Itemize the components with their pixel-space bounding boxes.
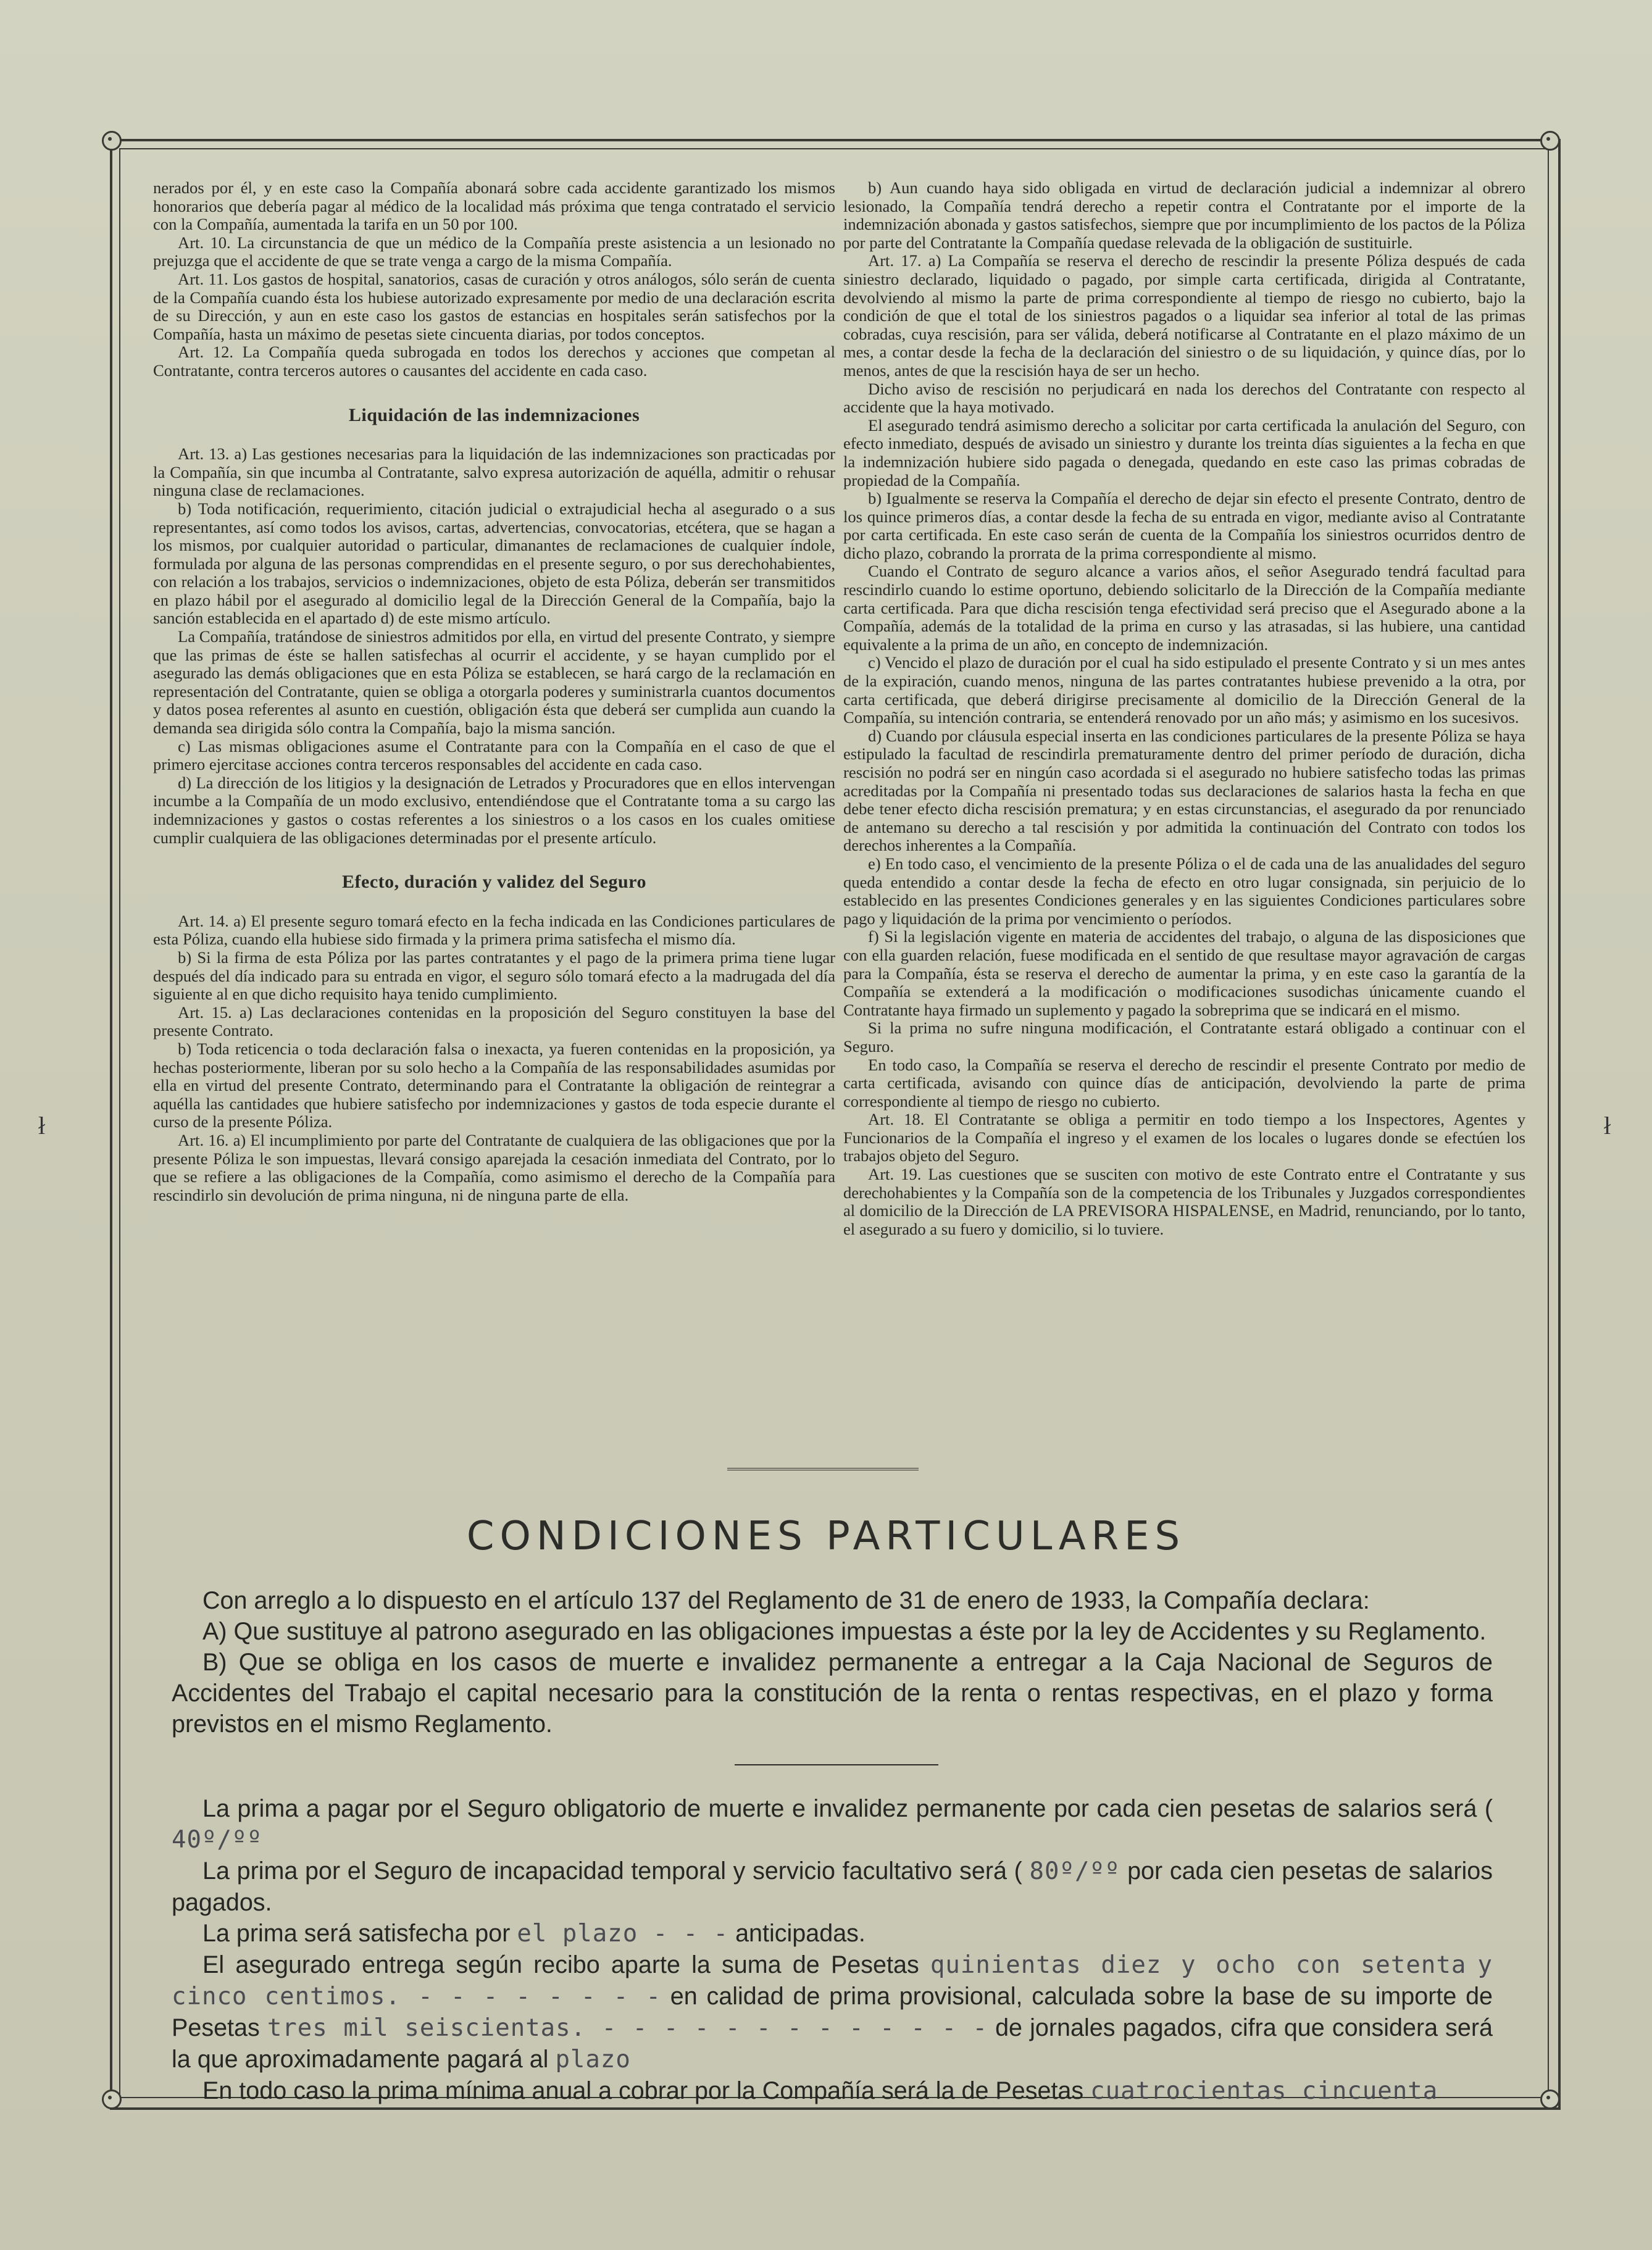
clause-b: B) Que se obliga en los casos de muerte e invalidez permanente a entregar a la Caja Nacional de Seguros de Accidentes del Trabajo el capital necesario para la constitución de la renta o rentas respectivas, en el plazo y forma previstos en el mismo Reglamento. bbox=[172, 1649, 1493, 1738]
premium-line-deposit bbox=[172, 1949, 1493, 2075]
article-12: Art. 12. La Compañía queda subrogada en todos los derechos y acciones que competan al Contratante, contra terceros autores o causantes del accidente en cada caso. bbox=[153, 343, 835, 380]
form-label: La prima a pagar por el Seguro obligatorio de muerte e invalidez permanente por cada cien pesetas de salarios será ( bbox=[202, 1795, 1493, 1822]
paragraph: Cuando el Contrato de seguro alcance a varios años, el señor Asegurado tendrá facultad para rescindirlo cuando lo estime oportuno, debiendo solicitarlo de la Dirección de la Compañía mediante carta certificada. Para que dicha rescisión tenga efectividad será preciso que el Asegurado abone a la Compañía, además de la totalidad de la prima en curso y las atrasadas, si las hubiere, una cantidad equivalente a la prima de un año, en concepto de indemnización. bbox=[843, 562, 1525, 654]
paragraph: d) La dirección de los litigios y la designación de Letrados y Procuradores que en ellos intervengan incumbe a la Compañía de un modo exclusivo, entendiéndose que el Contratante toma a su cargo las indemnizaciones y gastos o costas referentes a los siniestros o a los casos en los cuales omitiese cumplir cualquiera de las obligaciones determinadas por el presente artículo. bbox=[153, 773, 835, 847]
article-10: Art. 10. La circunstancia de que un médico de la Compañía preste asistencia a un lesionado no prejuzga que el accidente de que se trate venga a cargo de la misma Compañía. bbox=[153, 233, 835, 270]
section-heading-efecto: Efecto, duración y validez del Seguro bbox=[342, 872, 646, 893]
section-divider bbox=[735, 1764, 938, 1765]
typed-value-period: plazo bbox=[555, 2046, 631, 2073]
premium-line-incapacity bbox=[172, 1856, 1493, 1918]
typed-value-rate: 40º/ºº bbox=[172, 1826, 262, 1854]
right-text-column bbox=[843, 179, 1525, 1238]
typed-value-rate: 80º/ºº bbox=[1029, 1857, 1120, 1885]
fold-mark-icon: ł bbox=[38, 1112, 46, 1140]
paragraph: c) Vencido el plazo de duración por el cual ha sido estipulado el presente Contrato y si un mes antes de la expiración, cuando menos, ninguna de las partes contratantes hubiese prevenido a la otra, por carta certificada, que deberá dirigirse precisamente al domicilio de la Dirección General de la Compañía, su intención contraria, se entenderá renovado por un año más; y asimismo en los sucesivos. bbox=[843, 653, 1525, 727]
article-17: Art. 17. a) La Compañía se reserva el derecho de rescindir la presente Póliza después de cada siniestro declarado, liquidado o pagado, por simple carta certificada, dirigida al Contratante, devolviendo al mismo la parte de prima correspondiente al tiempo de riesgo no cubierto, bajo la condición de que el total de los siniestros pagados o a liquidar sea inferior al total de las primas cobradas, cuya rescisión, para ser válida, deberá notificarse al Contratante en el plazo máximo de un mes, a contar desde la fecha de la declaración del siniestro o de su liquidación, y quince días, por lo menos, antes de que la rescisión haya de ser un hecho. bbox=[843, 251, 1525, 380]
section-divider bbox=[727, 1468, 919, 1470]
article-14: Art. 14. a) El presente seguro tomará efecto en la fecha indicada en las Condiciones particulares de esta Póliza, cuando ella hubiese sido firmada y la primera prima satisfecha el mismo día. bbox=[153, 911, 835, 949]
paragraph: b) Toda notificación, requerimiento, citación judicial o extrajudicial hecha al asegurado o a sus representantes, así como todos los avisos, cartas, advertencias, convocatorias, etcétera, que se hagan a los mismos, por cualquier autoridad o particular, dimanantes de reclamaciones de cualquier índole, formulada por alguna de las personas comprendidas en el presente seguro, o por sus derechohabientes, con relación a los trabajos, servicios o indemnizaciones, objeto de esta Póliza, deberán ser transmitidos en plazo hábil por el asegurado al domicilio legal de la Dirección General de la Compañía, bajo la sanción establecida en el apartado d) de este mismo artículo. bbox=[153, 499, 835, 628]
form-label: En todo caso la prima mínima anual a cobrar por la Compañía será la de Pesetas bbox=[202, 2077, 1084, 2104]
form-label: por cada cien pesetas de salarios pagados. bbox=[172, 1857, 1493, 1916]
premium-form bbox=[172, 1793, 1493, 2107]
typed-value-period: el plazo - - - bbox=[517, 1920, 729, 1948]
corner-ornament-icon bbox=[102, 131, 122, 151]
typed-value-minimum: cuatrocientas cincuenta bbox=[1090, 2077, 1438, 2105]
paragraph: b) Si la firma de esta Póliza por las partes contratantes y el pago de la primera prima tiene lugar después del día indicado para su entrada en vigor, el seguro sólo tomará efecto a la madrugada del día siguiente al en que dicho requisito haya tenido cumplimiento. bbox=[153, 948, 835, 1004]
paragraph: c) Las mismas obligaciones asume el Contratante para con la Compañía en el caso de que el primero ejercitase acciones contra terceros responsables del accidente en cada caso. bbox=[153, 736, 835, 774]
corner-ornament-icon bbox=[1540, 131, 1560, 151]
typed-value-wages: tres mil seiscientas. - - - - - - - - - - - - - bbox=[267, 2014, 988, 2042]
article-16: Art. 16. a) El incumplimiento por parte del Contratante de cualquiera de las obligaciones que por la presente Póliza le son impuestas, llevará consigo aparejada la cesación inmediata del Contrato, por lo que se refiere a las obligaciones de la Compañía, como asimismo el derecho de la Compañía para rescindirlo sin devolución de prima ninguna, ni de ninguna parte de ella. bbox=[153, 1130, 835, 1204]
article-11: Art. 11. Los gastos de hospital, sanatorios, casas de curación y otros análogos, sólo serán de cuenta de la Compañía cuando ésta los hubiese autorizado expresamente por medio de una declaración escrita de su Dirección, y aun en este caso los gastos de estancias en hospitales serán satisfechos por la Compañía, hasta un máximo de pesetas siete cincuenta diarias, por todos conceptos. bbox=[153, 269, 835, 343]
intro-text: Con arreglo a lo dispuesto en el artículo 137 del Reglamento de 31 de enero de 1933, la Compañía declara: bbox=[202, 1587, 1370, 1614]
clause-a: A) Que sustituye al patrono asegurado en las obligaciones impuestas a éste por la ley de Accidentes y su Reglamento. bbox=[202, 1618, 1487, 1645]
paragraph: d) Cuando por cláusula especial inserta en las condiciones particulares de la presente Póliza se haya estipulado la facultad de rescindirla prematuramente dentro del primer período de duración, dicha rescisión no podrá ser en ningún caso acordada si el asegurado no hubiere satisfecho todas las primas acreditadas por la Compañía ni presentado todas sus declaraciones de salarios hasta la fecha en que debe tener efecto dicha rescisión prematura; y en estas circunstancias, el asegurado da por renunciado de antemano su derecho a tal rescisión y por admitida la continuación del Contrato con todos los derechos inherentes a la Compañía. bbox=[843, 726, 1525, 855]
form-label: El asegurado entrega según recibo aparte la suma de Pesetas bbox=[202, 1951, 919, 1978]
paragraph: e) En todo caso, el vencimiento de la presente Póliza o el de cada una de las anualidades del seguro queda entendido a contar desde la fecha de efecto en otro lugar consignada, sin perjuicio de lo establecido en las presentes Condiciones generales y en las siguientes Condiciones particulares sobre pago y liquidación de la prima por vencimiento o períodos. bbox=[843, 854, 1525, 928]
typed-value-amount: quinientas diez y ocho con setenta bbox=[930, 1951, 1467, 1979]
fold-mark-icon: ł bbox=[1604, 1112, 1611, 1140]
left-text-column bbox=[153, 179, 835, 1204]
article-18: Art. 18. El Contratante se obliga a permitir en todo tiempo a los Inspectores, Agentes y Funcionarios de la Compañía el ingreso y el examen de los locales o lugares donde se efectúen los trabajos objeto del Seguro. bbox=[843, 1110, 1525, 1165]
form-label: en calidad de prima provisional, calculada sobre la base de su importe de Pesetas bbox=[172, 1983, 1493, 2041]
declaration-block bbox=[172, 1585, 1493, 1740]
article-15: Art. 15. a) Las declaraciones contenidas en la proposición del Seguro constituyen la base del presente Contrato. bbox=[153, 1002, 835, 1040]
paragraph: f) Si la legislación vigente en materia de accidentes del trabajo, o alguna de las disposiciones que con ella guarden relación, fuese modificada en el sentido de que resultase mayor agravación de cargas para la Compañía, ésta se reserva el derecho de aumentar la prima, y en este caso la garantía de la Compañía se extenderá a la modificación o modificaciones susodichas únicamente cuando el Contratante haya firmado un suplemento y pagado la sobreprima que se indicará en el mismo. bbox=[843, 927, 1525, 1019]
form-label: anticipadas. bbox=[735, 1920, 866, 1947]
premium-line-minimum bbox=[172, 2075, 1493, 2107]
form-label: de jornales pagados, cifra que considera será la que aproximadamente pagará al bbox=[172, 2014, 1493, 2073]
premium-line-payment bbox=[172, 1918, 1493, 1949]
section-heading-liquidacion: Liquidación de las indemnizaciones bbox=[348, 404, 640, 425]
paragraph: En todo caso, la Compañía se reserva el derecho de rescindir el presente Contrato por medio de carta certificada, avisando con quince días de anticipación, devolviendo la parte de prima correspondiente al tiempo de riesgo no cubierto. bbox=[843, 1055, 1525, 1110]
article-19: Art. 19. Las cuestiones que se susciten con motivo de este Contrato entre el Contratante y sus derechohabientes y la Compañía son de la competencia de los Tribunales y Juzgados correspondientes al domicilio de la Dirección de LA PREVISORA HISPALENSE, en Madrid, renunciando, por lo tanto, el asegurado a su fuero y domicilio, si lo tuviere. bbox=[843, 1165, 1525, 1238]
paragraph: b) Aun cuando haya sido obligada en virtud de declaración judicial a indemnizar al obrero lesionado, la Compañía tendrá derecho a repetir contra el Contratante por el importe de la indemnización abonada y gastos satisfechos, siempre que por incumplimiento de los pactos de la Póliza por parte del Contratante la Compañía quedase relevada de la obligación de sustituirle. bbox=[843, 178, 1525, 252]
paragraph: El asegurado tendrá asimismo derecho a solicitar por carta certificada la anulación del Seguro, con efecto inmediato, después de avisado un siniestro y durante los treinta días siguientes a la fecha en que la indemnización hubiere sido pagada o denegada, quedando en este caso las primas cobradas de propiedad de la Compañía. bbox=[843, 415, 1525, 490]
corner-ornament-icon bbox=[102, 2090, 122, 2109]
paragraph: b) Toda reticencia o toda declaración falsa o inexacta, ya fueren contenidas en la proposición, ya hechas posteriormente, liberan por su solo hecho a la Compañía de las responsabilidades asumidas por ella en virtud del presente Contrato, determinando para el Contratante la obligación de reintegrar a aquélla las cantidades que hubiere satisfecho por indemnizaciones y gastos de toda especie durante el curso de la presente Póliza. bbox=[153, 1039, 835, 1131]
typed-value-amount: y cinco centimos. - - - - - - - - bbox=[172, 1951, 1493, 2010]
paragraph: Dicho aviso de rescisión no perjudicará en nada los derechos del Contratante con respecto al accidente que la haya motivado. bbox=[843, 379, 1525, 417]
form-label: La prima será satisfecha por bbox=[202, 1920, 511, 1947]
paragraph: nerados por él, y en este caso la Compañía abonará sobre cada accidente garantizado los mismos honorarios que debería pagar al médico de la localidad más próxima que tenga contratado el servicio con la Compañía, aumentada la tarifa en un 50 por 100. bbox=[153, 178, 835, 234]
paragraph: Si la prima no sufre ninguna modificación, el Contratante estará obligado a continuar con el Seguro. bbox=[843, 1019, 1525, 1056]
premium-line-death bbox=[172, 1793, 1493, 1856]
paragraph: b) Igualmente se reserva la Compañía el derecho de dejar sin efecto el presente Contrato, dentro de los quince primeros días, a contar desde la fecha de su entrada en vigor, mediante aviso al Contratante por carta certificada. En este caso serán de cuenta de la Compañía los siniestros ocurridos dentro de dicho plazo, cobrando la prorrata de la prima correspondiente al mismo. bbox=[843, 489, 1525, 562]
page-title: CONDICIONES PARTICULARES bbox=[466, 1514, 1186, 1559]
form-label: La prima por el Seguro de incapacidad temporal y servicio facultativo será ( bbox=[202, 1857, 1022, 1885]
article-13: Art. 13. a) Las gestiones necesarias para la liquidación de las indemnizaciones son practicadas por la Compañía, sin que incumba al Contratante, salvo expresa autorización de aquélla, admitir o rehusar ninguna clase de reclamaciones. bbox=[153, 444, 835, 500]
paragraph: La Compañía, tratándose de siniestros admitidos por ella, en virtud del presente Contrato, y siempre que las primas de éste se hallen satisfechas al ocurrir el accidente, y se hayan cumplido por el asegurado las demás obligaciones que en esta Póliza se establecen, se hará cargo de la reclamación en representación del Contratante, quien se obliga a otorgarla poderes y suministrarla cuantos documentos y datos posea referentes al asunto en cuestión, obligación ésta que deberá ser cumplida aun cuando la demanda sea dirigida sólo contra la Compañía, bajo la misma sanción. bbox=[153, 627, 835, 738]
corner-ornament-icon bbox=[1540, 2090, 1560, 2109]
